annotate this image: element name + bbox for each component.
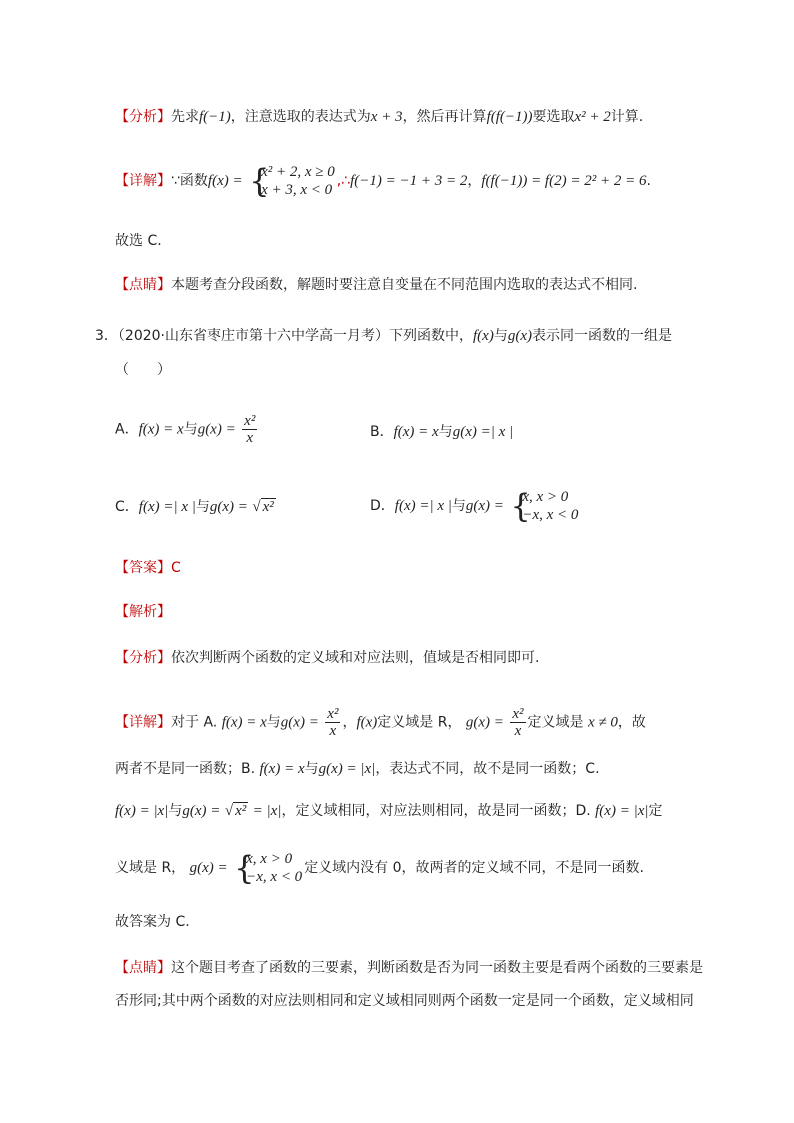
case-row: x, x > 0 <box>522 489 569 505</box>
answer-line <box>115 558 181 578</box>
math: f(x) = x <box>393 424 439 440</box>
sqrt-expression: √ x² <box>252 499 274 515</box>
case-row: x² + 2, x ≥ 0 <box>261 164 335 180</box>
numerator: x² <box>244 413 256 429</box>
math: f(x) = x <box>138 421 184 438</box>
text: 与 <box>304 761 319 777</box>
text: ，故 <box>617 714 646 731</box>
fraction <box>242 413 257 446</box>
tag-dianjing: 【点睛】 <box>115 277 171 293</box>
question-paren: （ ） <box>115 362 171 378</box>
text: 定义域是 R， <box>377 714 462 731</box>
math: f(f(−1)) = f(2) = 2² + 2 = 6 <box>481 173 647 189</box>
analysis-heading <box>115 602 171 622</box>
fraction <box>510 706 525 739</box>
math: g(x) = <box>465 498 504 514</box>
piecewise-function: { x² + 2, x ≥ 0 x + 3, x < 0 <box>249 162 335 200</box>
analysis-line-1 <box>115 107 643 127</box>
math: f(f(−1)) <box>486 109 533 125</box>
question-source: （2020·山东省枣庄市第十六中学高一月考）下列函数中， <box>117 328 473 344</box>
math: g(x) = <box>465 714 504 731</box>
text: 定义域是 <box>527 714 584 731</box>
tag-fenxi: 【分析】 <box>115 109 171 125</box>
numerator: x² <box>512 706 524 722</box>
text: 与 <box>266 714 281 731</box>
text: 对于 A. <box>171 714 218 731</box>
text: 与 <box>183 421 198 438</box>
tag-jiexi: 【解析】 <box>115 604 171 620</box>
math: f(x) = x <box>221 714 267 731</box>
text: 定 <box>648 803 663 819</box>
math: g(x) = <box>189 860 228 876</box>
text: ，表达式不同，故不是同一函数；C. <box>375 761 600 777</box>
math: f(x) <box>356 714 378 731</box>
text: 与 <box>493 328 508 344</box>
dianjing-line <box>115 275 637 295</box>
text: ，然后再计算 <box>402 109 487 125</box>
text: 依次判断两个函数的定义域和对应法则，值域是否相同即可. <box>171 650 540 666</box>
piecewise-function: { x, x > 0 −x, x < 0 <box>510 487 579 525</box>
option-d <box>370 488 580 524</box>
option-label: A． <box>115 421 139 438</box>
radicand: x² <box>262 499 274 515</box>
dianjing-line-1 <box>115 958 703 978</box>
math: x² + 2 <box>574 109 611 125</box>
text: ，定义域相同，对应法则相同，故是同一函数；D. <box>281 803 591 819</box>
math: g(x) = <box>280 714 319 731</box>
math: f(x) <box>473 328 494 344</box>
conclusion-line: 故答案为 C. <box>115 914 190 930</box>
text: 先求 <box>171 109 199 125</box>
detail-line-1 <box>115 163 651 199</box>
text: 与 <box>438 424 453 440</box>
text: . <box>646 173 651 189</box>
case-row: x, x > 0 <box>246 851 293 867</box>
math: = |x| <box>252 803 282 819</box>
option-label: B． <box>370 424 394 440</box>
detail-line-a <box>115 706 646 739</box>
math: f(x) = |x| <box>115 803 169 819</box>
denominator: x <box>246 430 254 446</box>
math: x + 3 <box>370 109 403 125</box>
text: ， <box>467 173 482 189</box>
math: f(x) = x <box>259 761 305 777</box>
text: 要选取 <box>532 109 575 125</box>
case-row: x + 3, x < 0 <box>261 182 333 198</box>
text: ,∴ <box>336 173 351 189</box>
math: f(x) =| x | <box>138 499 196 515</box>
tag-fenxi: 【分析】 <box>115 650 171 666</box>
text: ， <box>342 714 357 731</box>
fraction <box>325 706 340 739</box>
tag-xiangjie: 【详解】 <box>115 173 171 189</box>
text: 这个题目考查了函数的三要素，判断函数是否为同一函数主要是看两个函数的三要素是 <box>171 960 703 976</box>
math: g(x) = <box>182 803 221 819</box>
math: g(x) <box>507 328 532 344</box>
math: f(−1) <box>199 109 231 125</box>
detail-line-c <box>115 801 662 821</box>
math: f(x) = |x| <box>595 803 649 819</box>
text: 义域是 R， <box>115 860 186 876</box>
radicand: x² <box>235 803 247 819</box>
math: f(−1) = −1 + 3 = 2 <box>350 173 468 189</box>
dianjing-line-2: 否形同;其中两个函数的对应法则相同和定义域相同则两个函数一定是同一个函数，定义域相同 <box>115 993 694 1009</box>
text: ∵函数 <box>171 173 208 189</box>
piecewise-function: { x, x > 0 −x, x < 0 <box>234 849 303 887</box>
math: g(x) = <box>209 499 248 515</box>
sqrt-expression: √ x² <box>224 803 247 819</box>
text: 本题考查分段函数，解题时要注意自变量在不同范围内选取的表达式不相同. <box>171 277 638 293</box>
text: 与 <box>195 499 210 515</box>
numerator: x² <box>327 706 339 722</box>
tag-xiangjie: 【详解】 <box>115 714 171 731</box>
math: x ≠ 0 <box>588 714 618 731</box>
option-b <box>370 422 513 442</box>
text: 与 <box>451 498 466 514</box>
math: f(x) = <box>207 173 243 189</box>
text: 计算. <box>610 109 644 125</box>
question-3 <box>95 326 672 346</box>
option-label: D． <box>370 498 395 514</box>
math: f(x) =| x | <box>394 498 452 514</box>
math: g(x) =| x | <box>452 424 514 440</box>
text: 定义域内没有 0，故两者的定义域不同，不是同一函数. <box>304 860 644 876</box>
option-c <box>115 497 276 517</box>
denominator: x <box>514 723 522 739</box>
detail-line-b <box>115 759 600 779</box>
text: 与 <box>168 803 183 819</box>
text: ，注意选取的表达式为 <box>230 109 371 125</box>
case-row: −x, x < 0 <box>246 869 303 885</box>
option-label: C． <box>115 499 139 515</box>
tag-dianjing: 【点睛】 <box>115 960 171 976</box>
math: g(x) = <box>197 421 236 438</box>
text: 表示同一函数的一组是 <box>531 328 672 344</box>
choose-c: 故选 C. <box>115 233 162 249</box>
fenxi-line <box>115 648 539 668</box>
detail-line-d <box>115 850 644 886</box>
math: g(x) = |x| <box>318 761 376 777</box>
question-number: 3． <box>95 328 118 344</box>
denominator: x <box>329 723 337 739</box>
tag-answer: 【答案】 <box>115 560 171 576</box>
text: 两者不是同一函数；B. <box>115 761 256 777</box>
case-row: −x, x < 0 <box>522 507 579 523</box>
option-a <box>115 413 259 446</box>
answer-value: C <box>171 560 181 576</box>
